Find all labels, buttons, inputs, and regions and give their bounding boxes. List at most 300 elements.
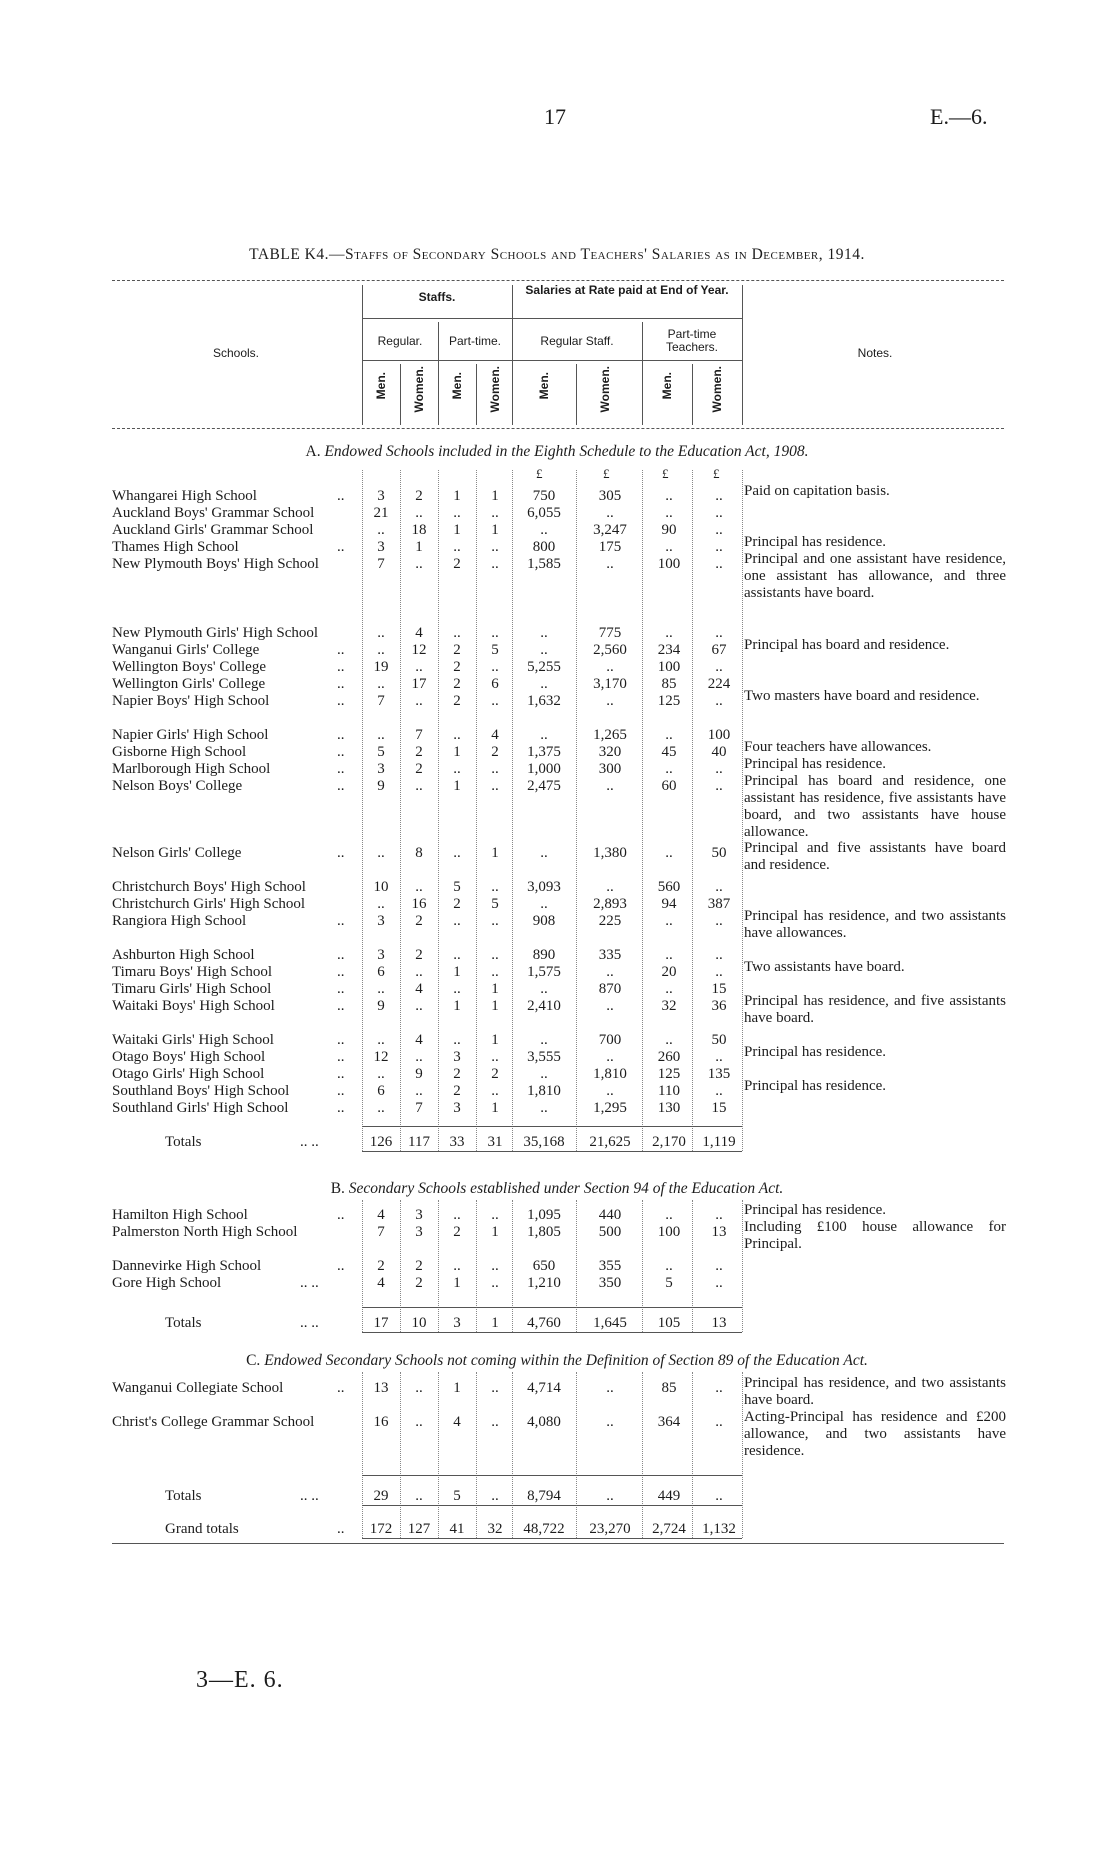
leader-dots: .. xyxy=(337,1083,345,1099)
school-name: Rangiora High School xyxy=(112,913,247,929)
table-cell: .. xyxy=(377,676,385,692)
table-cell: 5,255 xyxy=(527,659,561,675)
note-text: Paid on capitation basis. xyxy=(744,483,890,499)
table-cell: .. xyxy=(453,539,461,555)
table-cell: .. xyxy=(415,879,423,895)
table-cell: 3 xyxy=(415,1207,423,1223)
table-cell: 175 xyxy=(598,539,622,555)
table-cell: 800 xyxy=(532,539,556,555)
table-cell: 1 xyxy=(453,1380,461,1396)
table-cell: 40 xyxy=(711,744,727,760)
table-cell: 775 xyxy=(598,625,622,641)
table-cell: 67 xyxy=(711,642,727,658)
table-cell: .. xyxy=(715,879,723,895)
school-name: Southland Girls' High School xyxy=(112,1100,289,1116)
table-cell: .. xyxy=(715,488,723,504)
table-cell: 2,724 xyxy=(652,1521,686,1537)
table-cell: 18 xyxy=(411,522,427,538)
table-cell: .. xyxy=(665,1207,673,1223)
table-cell: 1 xyxy=(491,845,499,861)
table-cell: 125 xyxy=(657,693,681,709)
table-cell: .. xyxy=(715,1488,723,1504)
table-cell: 1,095 xyxy=(527,1207,561,1223)
table-cell: .. xyxy=(606,1083,614,1099)
note-text: Principal has residence. xyxy=(744,756,887,772)
table-cell: .. xyxy=(715,539,723,555)
school-name: Nelson Girls' College xyxy=(112,845,242,861)
table-cell: .. xyxy=(453,1207,461,1223)
table-cell: .. xyxy=(415,998,423,1014)
table-cell: .. xyxy=(453,625,461,641)
table-cell: 387 xyxy=(707,896,731,912)
table-cell: 105 xyxy=(657,1315,681,1331)
table-cell: .. xyxy=(415,659,423,675)
table-cell: .. xyxy=(606,1380,614,1396)
table-cell: .. xyxy=(415,1414,423,1430)
table-cell: .. xyxy=(491,625,499,641)
table-cell: 3,555 xyxy=(527,1049,561,1065)
table-cell: 4 xyxy=(491,727,499,743)
school-name: Waitaki Girls' High School xyxy=(112,1032,274,1048)
table-cell: .. xyxy=(665,488,673,504)
schools-header: Schools. xyxy=(212,346,260,360)
table-cell: 17 xyxy=(373,1315,389,1331)
section-a-heading: A. Endowed Schools included in the Eighth Schedule to the Education Act, 1908. xyxy=(305,443,809,460)
table-cell: 4,714 xyxy=(527,1380,561,1396)
table-cell: 5 xyxy=(665,1275,673,1291)
note-text: Principal has residence. xyxy=(744,1202,887,1218)
table-cell: 1,575 xyxy=(527,964,561,980)
table-cell: 7 xyxy=(377,1224,385,1240)
school-name: Waitaki Boys' High School xyxy=(112,998,275,1014)
school-name: Grand totals xyxy=(165,1521,239,1537)
school-name: Totals xyxy=(165,1488,202,1504)
table-cell: 4 xyxy=(415,981,423,997)
table-cell: 4 xyxy=(377,1275,385,1291)
table-cell: 1,585 xyxy=(527,556,561,572)
table-cell: 85 xyxy=(661,676,677,692)
grand-totals-row xyxy=(0,1521,1114,1538)
leader-dots: .. xyxy=(337,693,345,709)
table-cell: 4,760 xyxy=(527,1315,561,1331)
table-cell: 1 xyxy=(491,1100,499,1116)
table-cell: 3 xyxy=(377,539,385,555)
leader-dots: .. xyxy=(337,488,345,504)
table-cell: 2 xyxy=(453,693,461,709)
table-cell: .. xyxy=(540,676,548,692)
note-text: Principal has residence. xyxy=(744,1078,887,1094)
table-cell: 890 xyxy=(532,947,556,963)
leader-dots: .. xyxy=(337,947,345,963)
school-name: Dannevirke High School xyxy=(112,1258,262,1274)
table-cell: 33 xyxy=(449,1134,465,1150)
table-cell: 350 xyxy=(598,1275,622,1291)
table-row xyxy=(0,659,1114,676)
table-cell: .. xyxy=(715,1275,723,1291)
table-cell: 20 xyxy=(661,964,677,980)
table-cell: .. xyxy=(491,964,499,980)
table-cell: .. xyxy=(453,505,461,521)
note-text: Principal has board and residence. xyxy=(744,637,950,653)
leader-dots: .. xyxy=(337,744,345,760)
table-cell: 750 xyxy=(532,488,556,504)
leader-dots: .. xyxy=(337,642,345,658)
leader-dots: .. xyxy=(337,1521,345,1537)
table-cell: .. xyxy=(665,981,673,997)
table-cell: 15 xyxy=(711,981,727,997)
table-cell: 50 xyxy=(711,845,727,861)
table-cell: 16 xyxy=(411,896,427,912)
table-cell: .. xyxy=(540,981,548,997)
table-cell: 1 xyxy=(491,1032,499,1048)
table-cell: 32 xyxy=(661,998,677,1014)
table-cell: .. xyxy=(415,778,423,794)
table-cell: 3 xyxy=(453,1315,461,1331)
table-cell: 13 xyxy=(373,1380,389,1396)
table-row xyxy=(0,879,1114,896)
table-cell: 1,265 xyxy=(593,727,627,743)
leader-dots: .. xyxy=(337,1066,345,1082)
table-cell: 100 xyxy=(707,727,731,743)
table-cell: 2 xyxy=(415,913,423,929)
table-cell: .. xyxy=(606,505,614,521)
men-header: Men. xyxy=(450,372,464,400)
school-name: Wellington Boys' College xyxy=(112,659,266,675)
leader-dots: .. xyxy=(337,845,345,861)
table-cell: 1 xyxy=(491,981,499,997)
table-cell: 1 xyxy=(491,998,499,1014)
table-cell: 10 xyxy=(373,879,389,895)
table-cell: 21,625 xyxy=(589,1134,631,1150)
school-name: Palmerston North High School xyxy=(112,1224,298,1240)
table-cell: .. xyxy=(715,1414,723,1430)
table-cell: 1,380 xyxy=(593,845,627,861)
leader-dots: .. xyxy=(337,913,345,929)
page-signature: 3—E. 6. xyxy=(196,1667,284,1693)
table-cell: .. xyxy=(377,1066,385,1082)
table-cell: .. xyxy=(715,522,723,538)
table-cell: 500 xyxy=(598,1224,622,1240)
leader-dots: .. xyxy=(337,1032,345,1048)
note-text: Principal and one assistant have residence, one assistant has allowance, and three assistants have board. xyxy=(744,551,1006,601)
table-row xyxy=(0,1275,1114,1292)
table-cell: 3,247 xyxy=(593,522,627,538)
table-cell: 126 xyxy=(369,1134,393,1150)
leader-dots: .. xyxy=(337,778,345,794)
table-cell: 50 xyxy=(711,1032,727,1048)
table-cell: .. xyxy=(377,522,385,538)
table-cell: 7 xyxy=(377,693,385,709)
table-cell: .. xyxy=(665,727,673,743)
table-cell: 13 xyxy=(711,1315,727,1331)
note-text: Principal and five assistants have board and residence. xyxy=(744,840,1006,873)
table-cell: .. xyxy=(606,879,614,895)
table-cell: 234 xyxy=(657,642,681,658)
women-header: Women. xyxy=(412,366,426,413)
table-cell: 224 xyxy=(707,676,731,692)
totals-row xyxy=(0,1315,1114,1332)
leader-dots: .. xyxy=(337,676,345,692)
men-header: Men. xyxy=(660,372,674,400)
currency-symbol: £ xyxy=(662,466,669,481)
table-cell: 19 xyxy=(373,659,389,675)
table-cell: .. xyxy=(491,1207,499,1223)
table-cell: 1 xyxy=(491,1315,499,1331)
totals-row xyxy=(0,1488,1114,1505)
section-c-heading: C. Endowed Secondary Schools not coming within the Definition of Section 89 of the Education Act. xyxy=(246,1352,868,1369)
table-cell: 4 xyxy=(453,1414,461,1430)
table-cell: .. xyxy=(606,556,614,572)
leader-dots: .. .. xyxy=(300,1488,319,1504)
note-text: Two masters have board and residence. xyxy=(744,688,980,704)
table-cell: 1,645 xyxy=(593,1315,627,1331)
table-cell: .. xyxy=(377,981,385,997)
table-cell: 45 xyxy=(661,744,677,760)
table-cell: 2 xyxy=(453,1066,461,1082)
table-cell: 2 xyxy=(415,744,423,760)
table-cell: .. xyxy=(491,1414,499,1430)
table-cell: 31 xyxy=(487,1134,503,1150)
table-cell: 2,475 xyxy=(527,778,561,794)
table-cell: .. xyxy=(606,778,614,794)
table-cell: .. xyxy=(377,1032,385,1048)
table-cell: .. xyxy=(491,1083,499,1099)
table-cell: 364 xyxy=(657,1414,681,1430)
table-cell: .. xyxy=(606,1414,614,1430)
women-header: Women. xyxy=(710,366,724,413)
table-cell: 2,170 xyxy=(652,1134,686,1150)
table-cell: .. xyxy=(540,845,548,861)
school-name: Auckland Girls' Grammar School xyxy=(112,522,314,538)
table-cell: 1,805 xyxy=(527,1224,561,1240)
table-cell: 225 xyxy=(598,913,622,929)
table-cell: .. xyxy=(606,998,614,1014)
note-text: Principal has residence. xyxy=(744,1044,887,1060)
table-cell: 4,080 xyxy=(527,1414,561,1430)
page-number: 17 xyxy=(544,104,566,129)
staffs-header: Staffs. xyxy=(418,290,456,304)
table-cell: .. xyxy=(540,727,548,743)
table-cell: .. xyxy=(665,505,673,521)
table-cell: .. xyxy=(491,879,499,895)
table-cell: 36 xyxy=(711,998,727,1014)
table-cell: 1 xyxy=(415,539,423,555)
table-cell: 3 xyxy=(453,1100,461,1116)
table-cell: .. xyxy=(453,947,461,963)
table-cell: .. xyxy=(491,1049,499,1065)
leader-dots: .. .. xyxy=(300,1275,319,1291)
leader-dots: .. xyxy=(337,981,345,997)
table-cell: 1 xyxy=(491,522,499,538)
table-cell: 1,810 xyxy=(593,1066,627,1082)
table-cell: 2 xyxy=(491,744,499,760)
table-cell: 1 xyxy=(453,964,461,980)
table-cell: 1,000 xyxy=(527,761,561,777)
table-cell: .. xyxy=(415,693,423,709)
table-cell: 110 xyxy=(658,1083,680,1099)
table-cell: .. xyxy=(715,761,723,777)
table-cell: .. xyxy=(491,659,499,675)
table-cell: .. xyxy=(665,625,673,641)
table-cell: 355 xyxy=(598,1258,622,1274)
table-row xyxy=(0,1258,1114,1275)
table-cell: 1 xyxy=(453,488,461,504)
table-row xyxy=(0,1100,1114,1117)
table-cell: .. xyxy=(606,964,614,980)
school-name: Wellington Girls' College xyxy=(112,676,266,692)
table-cell: 6 xyxy=(491,676,499,692)
table-cell: .. xyxy=(491,1275,499,1291)
table-cell: 6 xyxy=(377,964,385,980)
table-cell: 172 xyxy=(369,1521,393,1537)
table-cell: .. xyxy=(540,1032,548,1048)
table-cell: 117 xyxy=(408,1134,430,1150)
table-cell: .. xyxy=(540,1100,548,1116)
table-cell: 10 xyxy=(411,1315,427,1331)
table-cell: .. xyxy=(491,505,499,521)
table-cell: .. xyxy=(377,727,385,743)
table-cell: 6 xyxy=(377,1083,385,1099)
table-cell: 48,722 xyxy=(523,1521,565,1537)
note-text: Including £100 house allowance for Principal. xyxy=(744,1219,1006,1252)
school-name: Otago Girls' High School xyxy=(112,1066,265,1082)
table-cell: .. xyxy=(665,947,673,963)
table-cell: 320 xyxy=(598,744,622,760)
school-name: Wanganui Collegiate School xyxy=(112,1380,284,1396)
table-cell: .. xyxy=(540,1066,548,1082)
table-cell: 3,170 xyxy=(593,676,627,692)
table-row xyxy=(0,505,1114,522)
table-cell: .. xyxy=(540,522,548,538)
regular-staff-header: Regular Staff. xyxy=(540,334,614,348)
leader-dots: .. xyxy=(337,727,345,743)
table-cell: .. xyxy=(415,556,423,572)
table-cell: 41 xyxy=(449,1521,465,1537)
table-cell: 2 xyxy=(453,556,461,572)
school-name: Christ's College Grammar School xyxy=(112,1414,315,1430)
school-name: Totals xyxy=(165,1134,202,1150)
table-cell: .. xyxy=(715,1083,723,1099)
school-name: Totals xyxy=(165,1315,202,1331)
totals-row xyxy=(0,1134,1114,1151)
school-name: Gisborne High School xyxy=(112,744,247,760)
table-cell: 21 xyxy=(373,505,389,521)
note-text: Acting-Principal has residence and £200 allowance, and two assistants have residence. xyxy=(744,1409,1006,1459)
school-name: Napier Girls' High School xyxy=(112,727,269,743)
table-cell: 908 xyxy=(532,913,556,929)
table-label: TABLE K4.— xyxy=(249,246,345,263)
table-cell: .. xyxy=(491,778,499,794)
note-text: Principal has board and residence, one assistant has residence, five assistants have board, and two assistants have house allowance. xyxy=(744,773,1006,840)
school-name: Wanganui Girls' College xyxy=(112,642,260,658)
table-cell: .. xyxy=(715,964,723,980)
table-cell: 3,093 xyxy=(527,879,561,895)
table-cell: .. xyxy=(377,1100,385,1116)
leader-dots: .. xyxy=(337,659,345,675)
table-cell: .. xyxy=(377,845,385,861)
table-cell: 2 xyxy=(453,676,461,692)
table-cell: 5 xyxy=(491,896,499,912)
table-cell: 1,210 xyxy=(527,1275,561,1291)
note-text: Four teachers have allowances. xyxy=(744,739,932,755)
table-cell: 2 xyxy=(415,488,423,504)
table-cell: 135 xyxy=(707,1066,731,1082)
table-cell: 2,410 xyxy=(527,998,561,1014)
table-cell: 1 xyxy=(453,998,461,1014)
leader-dots: .. xyxy=(337,1380,345,1396)
table-cell: 90 xyxy=(661,522,677,538)
table-cell: .. xyxy=(377,625,385,641)
table-cell: 3 xyxy=(377,761,385,777)
table-cell: 650 xyxy=(532,1258,556,1274)
school-name: New Plymouth Boys' High School xyxy=(112,556,319,572)
currency-symbol: £ xyxy=(536,466,543,481)
table-cell: .. xyxy=(606,659,614,675)
table-cell: 2 xyxy=(453,659,461,675)
table-cell: 2 xyxy=(415,1258,423,1274)
table-cell: .. xyxy=(665,1258,673,1274)
table-cell: 85 xyxy=(661,1380,677,1396)
table-cell: 1 xyxy=(453,522,461,538)
leader-dots: .. xyxy=(337,1258,345,1274)
table-cell: 130 xyxy=(657,1100,681,1116)
men-header: Men. xyxy=(374,372,388,400)
table-cell: 13 xyxy=(711,1224,727,1240)
table-cell: .. xyxy=(715,659,723,675)
table-cell: 8,794 xyxy=(527,1488,561,1504)
table-cell: 4 xyxy=(415,625,423,641)
doc-reference: E.—6. xyxy=(930,104,988,129)
school-name: New Plymouth Girls' High School xyxy=(112,625,319,641)
section-b-heading: B. Secondary Schools established under Section 94 of the Education Act. xyxy=(330,1180,784,1197)
leader-dots: .. xyxy=(337,1207,345,1223)
table-cell: .. xyxy=(491,693,499,709)
currency-symbol: £ xyxy=(713,466,720,481)
table-cell: 1 xyxy=(453,778,461,794)
table-cell: .. xyxy=(606,1488,614,1504)
table-cell: 335 xyxy=(598,947,622,963)
table-cell: 2,560 xyxy=(593,642,627,658)
table-cell: 7 xyxy=(377,556,385,572)
table-cell: 300 xyxy=(598,761,622,777)
table-cell: .. xyxy=(491,947,499,963)
table-cell: 16 xyxy=(373,1414,389,1430)
table-cell: .. xyxy=(377,896,385,912)
table-cell: 125 xyxy=(657,1066,681,1082)
table-cell: .. xyxy=(453,913,461,929)
table-title xyxy=(0,246,1114,264)
notes-header: Notes. xyxy=(857,346,893,360)
table-cell: .. xyxy=(491,761,499,777)
table-cell: 7 xyxy=(415,1100,423,1116)
table-cell: .. xyxy=(491,1258,499,1274)
table-cell: 12 xyxy=(373,1049,389,1065)
note-text: Principal has residence, and five assistants have board. xyxy=(744,993,1006,1026)
table-cell: 3 xyxy=(377,913,385,929)
table-cell: 100 xyxy=(657,1224,681,1240)
leader-dots: .. xyxy=(337,1100,345,1116)
table-cell: .. xyxy=(540,625,548,641)
table-cell: 2 xyxy=(453,1224,461,1240)
table-cell: 4 xyxy=(415,1032,423,1048)
leader-dots: .. xyxy=(337,761,345,777)
table-cell: .. xyxy=(415,505,423,521)
table-cell: 29 xyxy=(373,1488,389,1504)
school-name: Marlborough High School xyxy=(112,761,271,777)
note-text: Principal has residence. xyxy=(744,534,887,550)
school-name: Ashburton High School xyxy=(112,947,255,963)
table-cell: 2 xyxy=(377,1258,385,1274)
